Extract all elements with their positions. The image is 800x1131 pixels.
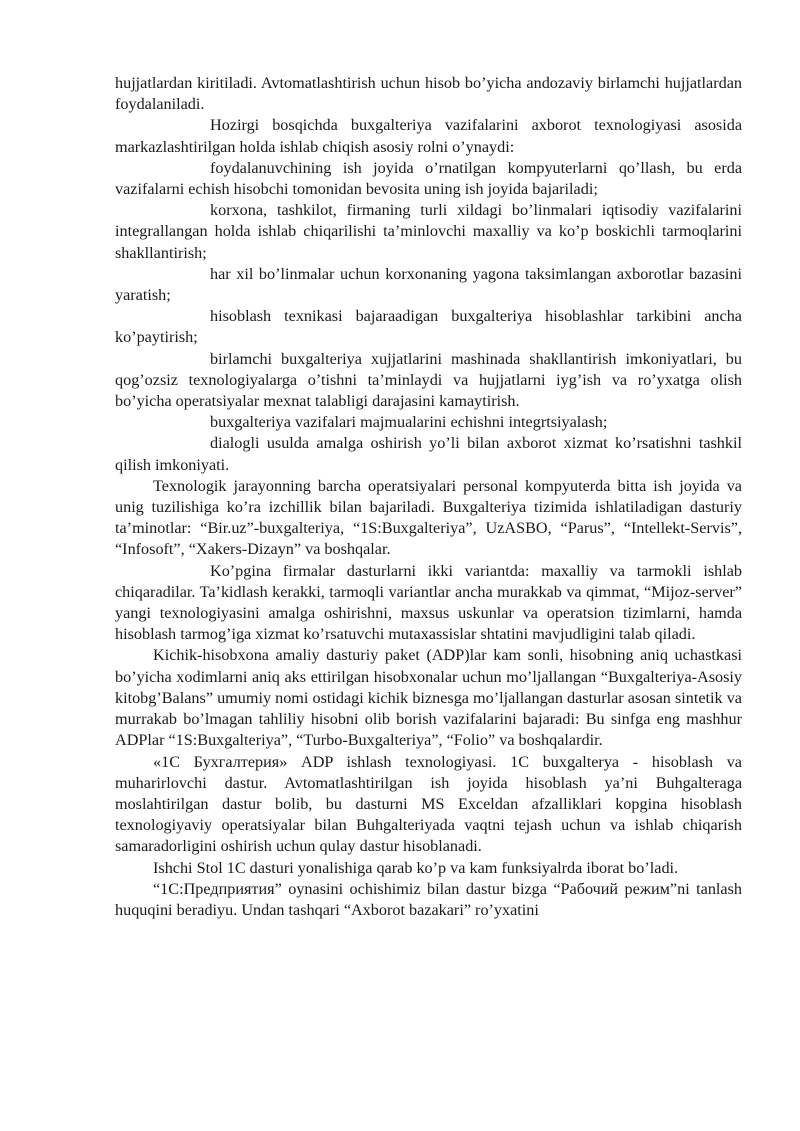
paragraph: Kichik-hisobxona amaliy dasturiy paket (ADP)lar kam sonli, hisobning aniq uchastkasi bo’yicha xodimlarni aniq aks ettirilgan hisobxonalar uchun mo’ljallangan “Buxgalteriya-Asosiy kitobg’Balans” umumiy nomi ostidagi kichik biznesga mo’ljallangan dasturlar asosan sintetik va murrakab bo’lmagan tahliliy hisobni olib borish vazifalarini bajaradi: Bu sinfga eng mashhur ADPlar “1S:Buxgalteriya”, “Turbo-Buxgalteriya”, “Folio” va boshqalardir. bbox=[115, 646, 742, 750]
list-item: birlamchi buxgalteriya xujjatlarini mashinada shakllantirish imkoniyatlari, bu qog’ozsiz texnologiyalarga o’tishni ta’minlaydi va hujjatlarni iyg’ish va ro’yxatga olish bo’yicha operatsiyalar mexnat talabligi darajasini kamaytirish. bbox=[115, 349, 742, 411]
list-item: har xil bo’linmalar uchun korxonaning yagona taksimlangan axborotlar bazasini yaratish; bbox=[115, 264, 742, 305]
document-page bbox=[115, 73, 742, 921]
paragraph: hujjatlardan kiritiladi. Avtomatlashtirish uchun hisob bo’yicha andozaviy birlamchi hujjatlardan foydalaniladi. bbox=[115, 74, 742, 114]
paragraph: Ko’pgina firmalar dasturlarni ikki variantda: maxalliy va tarmokli ishlab chiqaradilar. Ta’kidlash kerakki, tarmoqli variantlar ancha murakkab va qimmat, “Mijoz-server” yangi texnologiyasini amalga oshirishni, maxsus uskunlar va operatsion tizimlarni, hamda hisoblash tarmog’iga xizmat ko’rsatuvchi mutaxassislar shtatini mavjudligini talab qiladi. bbox=[115, 561, 742, 644]
paragraph: «1С Бухгалтерия» ADP ishlash texnologiyasi. 1С buxgalterya - hisoblash va muharirlovchi dastur. Avtomatlashtirilgan ish joyida hisoblash ya’ni Buhgalteraga moslahtirilgan dastur bolib, bu dasturni MS Exceldan afzalliklari kopgina hisoblash texnologiyaviy operatsiyalar bilan Buhgalteriyada vaqtni tejash uchun va ishlab chiqarish samaradorligini oshirish uchun qulay dastur hisoblanadi. bbox=[115, 752, 742, 856]
list-item: korxona, tashkilot, firmaning turli xildagi bo’linmalari iqtisodiy vazifalarini integrallangan holda ishlab chiqarilishi ta’minlovchi maxalliy va ko’p boskichli tarmoqlarini shakllantirish; bbox=[115, 201, 742, 262]
paragraph: Texnologik jarayonning barcha operatsiyalari personal kompyuterda bitta ish joyida va unig tuzilishiga ko’ra izchillik bilan bajariladi. Buxgalteriya tizimida ishlatiladigan dasturiy ta’minotlar: “Bir.uz”-buxgalteriya, “1S:Buxgalteriya”, UzASBO, “Parus”, “Intellekt-Servis”, “Infosoft”, “Xakers-Dizayn” va boshqalar. bbox=[115, 476, 742, 559]
paragraph: “1C:Предприятия” oynasini ochishimiz bilan dastur bizga “Рабочий режим”ni tanlash huquqini beradiyu. Undan tashqari “Axborot bazakari” ro’yxatini bbox=[115, 879, 742, 919]
list-item: foydalanuvchining ish joyida o’rnatilgan kompyuterlarni qo’llash, bu erda vazifalarni echish hisobchi tomonidan bevosita uning ish joyida bajariladi; bbox=[115, 158, 742, 199]
list-item: buxgalteriya vazifalari majmualarini echishni integrtsiyalash; bbox=[210, 413, 608, 432]
list-item: dialogli usulda amalga oshirish yo’li bilan axborot xizmat ko’rsatishni tashkil qilish imkoniyati. bbox=[115, 434, 742, 474]
paragraph: Ishchi Stol 1C dasturi yonalishiga qarab ko’p va kam funksiyalrda iborat bo’ladi. bbox=[153, 858, 679, 877]
list-item: hisoblash texnikasi bajaraadigan buxgalteriya hisoblashlar tarkibini ancha ko’paytirish; bbox=[115, 307, 742, 347]
paragraph: Hozirgi bosqichda buxgalteriya vazifalarini axborot texnologiyasi asosida markazlashtirilgan holda ishlab chiqish asosiy rolni o’ynaydi: bbox=[115, 116, 742, 156]
